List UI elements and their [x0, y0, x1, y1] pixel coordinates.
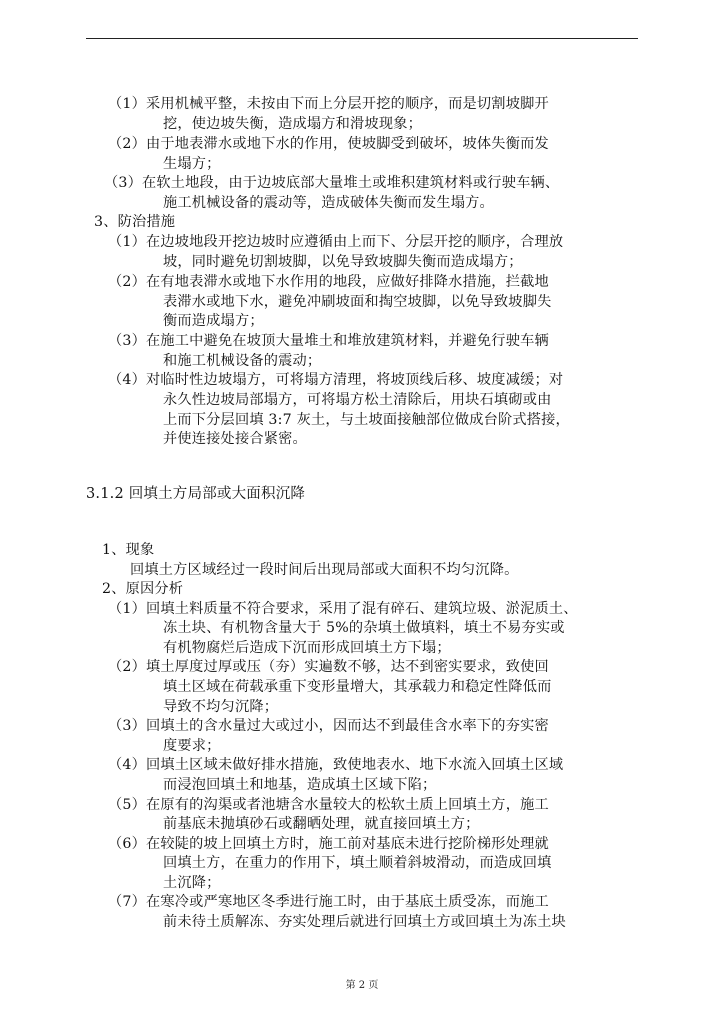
- measure-1-line-2: 坡，同时避免切割坡脚，以免导致坡脚失衡而造成塌方；: [163, 254, 523, 270]
- measure-3-line-1: （3）在施工中避免在坡顶大量堆土和堆放建筑材料，并避免行驶车辆: [108, 333, 549, 349]
- analysis-4-line-2: 而浸泡回填土和地基，造成填土区域下陷；: [163, 777, 437, 793]
- analysis-7-line-2: 前未待土质解冻、夯实处理后就进行回填土方或回填土为冻土块: [163, 914, 566, 930]
- cause-3-line-2: 施工机械设备的震动等，造成破体失衡而发生塌方。: [163, 195, 494, 211]
- cause-2-line-1: （2）由于地表滞水或地下水的作用，使坡脚受到破坏，坡体失衡而发: [108, 136, 549, 152]
- measure-4-line-2: 永久性边坡局部塌方，可将塌方松土清除后，用块石填砌或由: [163, 392, 552, 408]
- subsection-phenomenon-title: 1、现象: [102, 542, 155, 558]
- analysis-3-line-2: 度要求；: [163, 738, 221, 754]
- analysis-5-line-1: （5）在原有的沟渠或者池塘含水量较大的松软土质上回填土方，施工: [108, 797, 549, 813]
- measure-2-line-1: （2）在有地表滞水或地下水作用的地段，应做好排降水措施，拦截地: [108, 274, 549, 290]
- measure-1-line-1: （1）在边坡地段开挖边坡时应遵循由上而下、分层开挖的顺序，合理放: [108, 234, 564, 250]
- measure-3-line-2: 和施工机械设备的震动；: [163, 353, 322, 369]
- analysis-3-line-1: （3）回填土的含水量过大或过小，因而达不到最佳含水率下的夯实密: [108, 718, 549, 734]
- measure-4-line-3: 上而下分层回填 3:7 灰土，与土坡面接触部位做成台阶式搭接，: [163, 412, 570, 428]
- analysis-1-line-2: 冻土块、有机物含量大于 5%的杂填土做填料，填土不易夯实或: [163, 620, 565, 636]
- analysis-5-line-2: 前基底未抛填砂石或翻晒处理，就直接回填土方；: [163, 816, 480, 832]
- analysis-6-line-2: 回填土方，在重力的作用下，填土顺着斜坡滑动，而造成回填: [163, 855, 552, 871]
- section-heading-3-1-2: 3.1.2 回填土方局部或大面积沉降: [86, 486, 306, 502]
- analysis-7-line-1: （7）在寒冷或严寒地区冬季进行施工时，由于基底土质受冻，而施工: [108, 894, 549, 910]
- measure-2-line-3: 衡而造成塌方；: [163, 313, 264, 329]
- cause-2-line-2: 生塌方；: [163, 156, 221, 172]
- measure-2-line-2: 表滞水或地下水，避免冲刷坡面和掏空坡脚，以免导致坡脚失: [163, 294, 552, 310]
- analysis-2-line-3: 导致不均匀沉降；: [163, 699, 279, 715]
- analysis-6-line-1: （6）在较陡的坡上回填土方时，施工前对基底未进行挖阶梯形处理就: [108, 836, 549, 852]
- cause-1-line-1: （1）采用机械平整，未按由下而上分层开挖的顺序，而是切割坡脚开: [108, 96, 549, 112]
- page-number: 第 2 页: [345, 980, 379, 991]
- cause-1-line-2: 挖，使边坡失衡，造成塌方和滑坡现象；: [163, 116, 422, 132]
- section-title-prevention: 3、防治措施: [94, 214, 176, 230]
- analysis-1-line-1: （1）回填土料质量不符合要求，采用了混有碎石、建筑垃圾、淤泥质土、: [108, 601, 578, 617]
- analysis-6-line-3: 土沉降；: [163, 875, 221, 891]
- subsection-cause-analysis-title: 2、原因分析: [102, 581, 184, 597]
- header-rule: [86, 38, 638, 39]
- measure-4-line-4: 并使连接处接合紧密。: [163, 431, 307, 447]
- phenomenon-text: 回填土方区域经过一段时间后出现局部或大面积不均匀沉降。: [130, 562, 519, 578]
- cause-3-line-1: （3）在软土地段，由于边坡底部大量堆土或堆积建筑材料或行驶车辆、: [104, 175, 560, 191]
- analysis-2-line-2: 填土区域在荷载承重下变形量增大，其承载力和稳定性降低而: [163, 679, 552, 695]
- analysis-1-line-3: 有机物腐烂后造成下沉而形成回填土方下塌；: [163, 640, 451, 656]
- analysis-4-line-1: （4）回填土区域未做好排水措施，致使地表水、地下水流入回填土区域: [108, 757, 564, 773]
- measure-4-line-1: （4）对临时性边坡塌方，可将塌方清理，将坡顶线后移、坡度减缓；对: [108, 372, 564, 388]
- analysis-2-line-1: （2）填土厚度过厚或压（夯）实遍数不够，达不到密实要求，致使回: [108, 659, 549, 675]
